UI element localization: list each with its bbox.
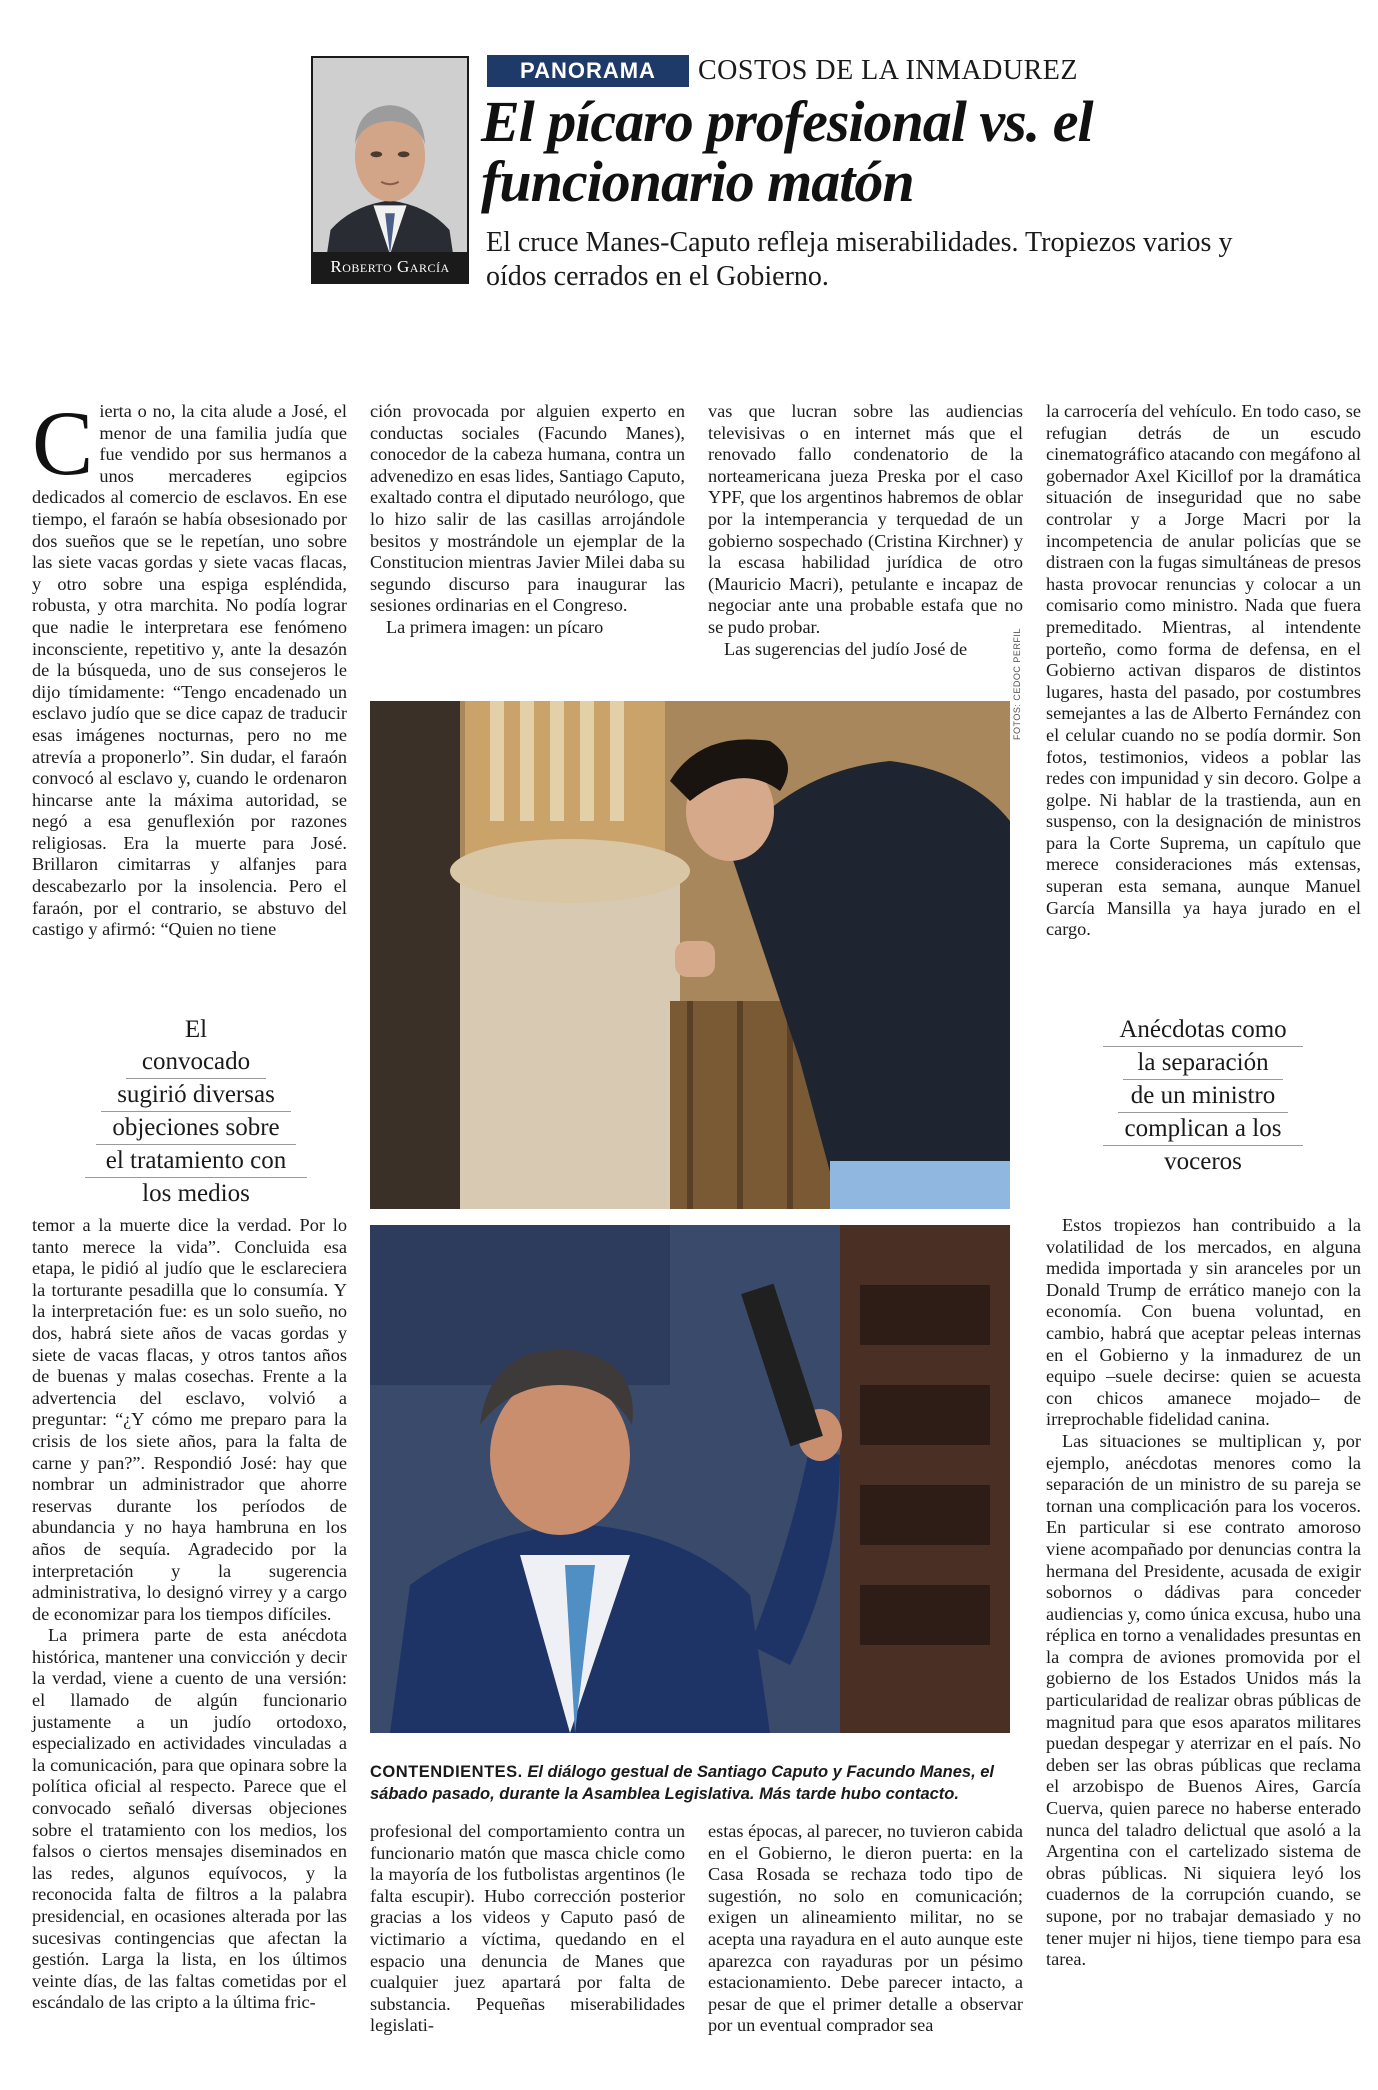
column-2-bottom xyxy=(370,1821,685,2037)
pullquote-right xyxy=(1092,1014,1314,1178)
paragraph: Las situaciones se multiplican y, por ejemplo, anécdotas menores como la separación de un ministro de su pareja se tornan una complicación para los voceros. En particular si ese contrato amoroso viene acompañado por denuncias contra la hermana del Presidente, acusada de exigir sobornos o dádivas para conceder audiencias y, como única excusa, hubo una réplica en torno a venalidades presuntas en la compra de aviones promovida por el gobierno de los Estados Unidos más la particularidad de realizar obras públicas de magnitud para que esos aparatos militares puedan despegar y aterrizar en el país. No deben ser las obras públicas que reclama el arzobispo de Buenos Aires, García Cuerva, quien parece no haberse enterado nunca del taladro delictual que asoló a la Argentina con el cartelizado sistema de obras públicas. Ni siquiera leyó los cuadernos de la corrupción cuando, se supone, por no trabajar demasiado y no tener mujer ni hijos, tiene tiempo para esa tarea. xyxy=(1046,1430,1361,1970)
author-name: Roberto García xyxy=(313,252,467,282)
author-photo xyxy=(311,56,469,284)
paragraph: La primera parte de esta anécdota histórica, mantener una convicción y decir la verdad, viene a cuento de una versión: el llamado de algún funcionario justamente a un judío ortodoxo, especializado en actividades vinculadas a la comunicación, para que opinara sobre la política oficial al respecto. Parece que el convocado señaló diversas objeciones sobre el tratamiento con los medios, los falsos o ciertos mensajes diseminados en las redes, algunos equívocos, y la reconocida falta de filtros a la palabra presidencial, en ocasiones alterada por las sucesivas contingencias que afectan la gestión. Larga la lista, en los últimos veinte días, de las faltas cometidas por el escándalo de las cripto a la última fric- xyxy=(32,1625,347,2013)
paragraph: temor a la muerte dice la verdad. Por lo tanto merece la vida”. Concluida esa etapa, le pidió al judío que le esclareciera la torturante pesadilla que lo consumía. Y la interpretación fue: es un solo sueño, no dos, habrá siete años de vacas gordas y siete de vacas flacas, y otros tantos años de buenas y malas cosechas. Frente a la advertencia del esclavo, volvió a preguntar: “¿Y cómo me preparo para la crisis de los siete años, para la falta de carne y pan?”. Respondió José: hay que nombrar un administrador que ahorre reservas durante los períodos de abundancia y no haya hambruna en los años de sequía. Agradecido por la interpretación y la sugerencia administrativa, lo designó virrey y a cargo de economizar para los tiempos difíciles. xyxy=(32,1215,347,1624)
paragraph: La primera imagen: un pícaro xyxy=(386,616,604,637)
photo-manes-image xyxy=(370,1225,1010,1733)
paragraph: ción provocada por alguien experto en conductas sociales (Facundo Manes), conocedor de la cabeza humana, contra un advenedizo en esas lides, Santiago Caputo, exaltado contra el diputado neurólogo, que lo hizo salir de las casillas arrojándole besitos y mostrándole un ejemplar de la Constitucion mientras Javier Milei daba su segundo discurso para inaugurar las sesiones ordinarias en el Congreso. xyxy=(370,401,685,616)
column-4-bottom xyxy=(1046,1215,1361,1971)
caption-text: El diálogo gestual de Santiago Caputo y Facundo Manes, el sábado pasado, durante la Asamblea Legislativa. Más tarde hubo contacto. xyxy=(370,1763,995,1803)
pullquote-left-line: El convocado xyxy=(126,1014,266,1079)
section-tag: PANORAMA xyxy=(487,55,689,87)
pullquote-right-line: de un ministro xyxy=(1118,1080,1288,1113)
paragraph: estas épocas, al parecer, no tuvieron cabida en el Gobierno, le dieron puerta: en la Casa Rosada se rechaza todo tipo de sugestión, no solo en comunicación; exigen un alineamiento militar, no se acepta una rayadura en el auto aunque este aparezca con rayaduras por un pésimo estacionamiento. Debe parecer intacto, a pesar de que el primer detalle a observar por un eventual comprador sea xyxy=(708,1821,1023,2036)
paragraph-intro-text: ierta o no, la cita alude a José, el menor de una familia judía que fue vendido por sus hermanos a unos mercaderes egipcios dedicados al comercio de esclavos. En ese tiempo, el faraón se había obsesionado por dos sueños que se le repetían, uno sobre las siete vacas gordas y siete vacas flacas, y otro sobre una espiga espléndida, robusta, y otra marchita. No podía lograr que nadie le interpretara ese fenómeno inconsciente, repetitivo y, ante la desazón de la búsqueda, uno de sus consejeros le dijo tímidamente: “Tengo encadenado un esclavo judío que se dice capaz de traducir esas imágenes nocturnas, pero no me atrevía a proponerlo”. Sin dudar, el faraón convocó al esclavo y, cuando le ordenaron hincarse ante la máxima autoridad, se negó a esa genuflexión por razones religiosas. Era la muerte para José. Brillaron cimitarras y alfanjes para descabezarlo por la insolencia. Pero el faraón, por el contrario, se abstuvo del castigo y afirmó: “Quien no tiene xyxy=(32,401,347,940)
column-1-bottom xyxy=(32,1215,347,2014)
pullquote-left-line: objeciones sobre xyxy=(96,1112,296,1145)
column-2-top xyxy=(370,401,685,639)
paragraph: profesional del comportamiento contra un funcionario matón que masca chicle como la mayoría de los futbolistas argentinos (le falta escupir). Hubo corrección posterior gracias a los videos y Caputo pasó de victimario a víctima, quedando en el espacio una denuncia de Manes que cualquier juez apartará por falta de substancia. Pequeñas miserabilidades legislati- xyxy=(370,1821,685,2036)
column-1-top xyxy=(32,392,347,941)
pullquote-right-line: la separación xyxy=(1123,1047,1283,1080)
drop-cap: C xyxy=(32,392,94,494)
photo-manes xyxy=(370,1225,1010,1733)
photo-caputo-image xyxy=(370,701,1010,1209)
headline: El pícaro profesional vs. el funcionario matón xyxy=(481,89,1093,214)
pullquote-left xyxy=(85,1014,307,1210)
section-subtitle: COSTOS DE LA INMADUREZ xyxy=(698,55,1078,86)
author-portrait-image xyxy=(313,58,467,282)
pullquote-left-line: el tratamiento con xyxy=(85,1145,307,1178)
photo-caputo xyxy=(370,701,1010,1209)
caption-label: CONTENDIENTES. xyxy=(370,1763,523,1781)
paragraph: vas que lucran sobre las audiencias televisivas o en internet más que el renovado fallo condenatorio de la norteamericana jueza Preska por el caso YPF, que los argentinos habremos de oblar por la intemperancia y terquedad de un gobierno sospechado (Cristina Kirchner) y la escasa habilidad jurídica de otro (Mauricio Macri), petulante e incapaz de negociar ante una probable estafa que no se pudo probar. xyxy=(708,401,1023,637)
paragraph: la carrocería del vehículo. En todo caso, se refugian detrás de un escudo cinematográfico atacando con megáfono al gobernador Axel Kicillof por la dramática situación de inseguridad que no sabe controlar y a Jorge Macri por la incompetencia de anular policías que se distraen con la fugas simultáneas de presos hasta provocar renuncias y colocar a un comisario como ministro. Nada que fuera premeditado. Mientras, al intendente porteño, como forma de defensa, en el Gobierno activan disparos de distintos lugares, hasta del pasado, por costumbres semejantes a las de Alberto Fernández con el celular cuando no se podía dormir. Son fotos, testimonios, videos a poblar las redes con impunidad y sin decoro. Golpe a golpe. Ni hablar de la trastienda, aun en suspenso, con la designación de ministros para la Corte Suprema, un capítulo que merece consideraciones más extensas, superan esta semana, aunque Manuel García Mansilla ya haya jurado en el cargo. xyxy=(1046,401,1361,940)
deck: El cruce Manes-Caputo refleja miserabilidades. Tropiezos varios y oídos cerrados en el Gobierno. xyxy=(486,227,1233,292)
pullquote-right-line: voceros xyxy=(1164,1148,1242,1175)
column-3-bottom xyxy=(708,1821,1023,2037)
paragraph-intro xyxy=(32,392,347,941)
pullquote-left-line: los medios xyxy=(142,1180,250,1207)
photo-caption xyxy=(370,1761,1010,1805)
column-4-top xyxy=(1046,401,1361,941)
photo-credit: FOTOS: CEDOC PERFIL xyxy=(1012,628,1022,740)
paragraph: Las sugerencias del judío José de xyxy=(724,638,968,659)
paragraph: Estos tropiezos han contribuido a la volatilidad de los mercados, en alguna medida importada y sin aranceles por un Donald Trump de errático manejo con la economía. Con buena voluntad, en cambio, habrá que aceptar peleas internas en el Gobierno y la inmadurez de un equipo –suele decirse: quien se acuesta con chicos amanece mojado– de irreprochable fidelidad canina. xyxy=(1046,1215,1361,1430)
pullquote-right-line: complican a los xyxy=(1103,1113,1303,1146)
pullquote-left-line: sugirió diversas xyxy=(101,1079,291,1112)
column-3-top xyxy=(708,401,1023,660)
pullquote-right-line: Anécdotas como xyxy=(1103,1014,1303,1047)
